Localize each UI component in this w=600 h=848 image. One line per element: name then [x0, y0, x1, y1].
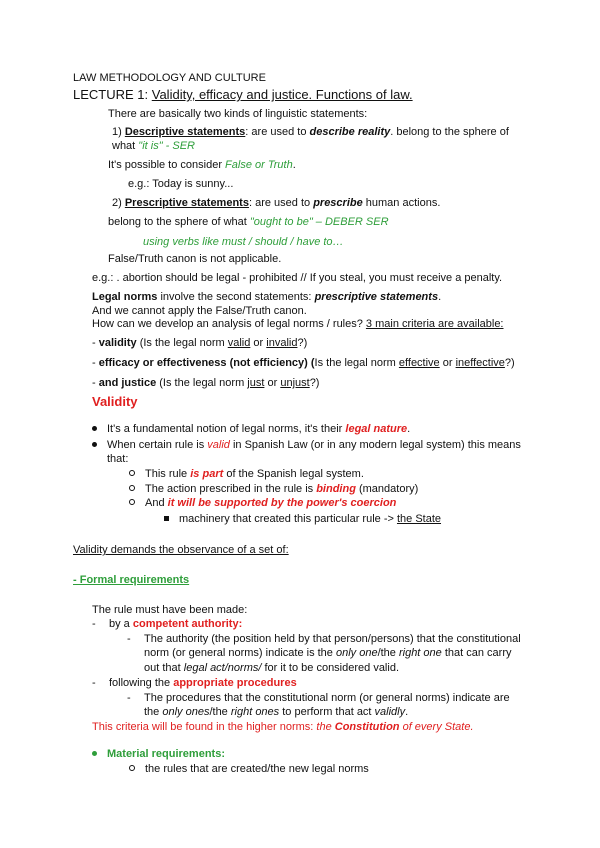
kinds-text: There are basically two kinds of linguistic statements: — [108, 108, 368, 120]
bullet-icon — [92, 426, 97, 431]
example-abortion: e.g.: . abortion should be legal - prohibited // If you steal, you must receive a penalty. — [92, 272, 503, 284]
how-line: How can we develop an analysis of legal norms / rules? 3 main criteria are available: — [92, 318, 504, 330]
circle-bullet-icon — [129, 485, 135, 491]
lecture-title: LECTURE 1: Validity, efficacy and justice. Functions of law. — [73, 87, 413, 102]
rule-made: The rule must have been made: — [92, 604, 248, 616]
bullet-icon — [92, 751, 97, 756]
cannot-apply-line: And we cannot apply the False/Truth canon. — [92, 305, 307, 317]
validity-demands: Validity demands the observance of a set of: — [73, 544, 289, 556]
procedures-desc-2: the only ones/the right ones to perform that act validly. — [144, 706, 409, 718]
formal-heading: - Formal requirements — [73, 574, 190, 586]
legal-norms-line: Legal norms involve the second statements: prescriptive statements. — [92, 291, 442, 303]
validity-bullet-2-cont: that: — [107, 453, 129, 465]
prescriptive-line: 2) Prescriptive statements: are used to prescribe human actions. — [112, 197, 441, 209]
validity-bullet-1: It's a fundamental notion of legal norms, it's their legal nature. — [92, 422, 410, 436]
verbs-line: using verbs like must / should / have to… — [143, 236, 344, 248]
formal-procedures: - following the appropriate procedures — [92, 677, 297, 689]
bullet-icon — [92, 442, 97, 447]
validity-sub-2: The action prescribed in the rule is binding (mandatory) — [129, 482, 418, 496]
course-title: LAW METHODOLOGY AND CULTURE — [73, 72, 266, 84]
material-heading: Material requirements: — [92, 747, 225, 761]
circle-bullet-icon — [129, 499, 135, 505]
validity-subsub-1: machinery that created this particular rule -> the State — [164, 512, 441, 526]
descriptive-line-2: what "it is" - SER — [112, 140, 195, 152]
possible-line: It's possible to consider False or Truth. — [108, 159, 296, 171]
competent-desc-1: - The authority (the position held by that person/persons) that the constitutional — [127, 633, 521, 645]
square-bullet-icon — [164, 516, 169, 521]
circle-bullet-icon — [129, 765, 135, 771]
descriptive-line: 1) Descriptive statements: are used to describe reality. belong to the sphere of — [112, 126, 509, 138]
material-item: the rules that are created/the new legal norms — [129, 762, 369, 776]
validity-bullet-2: When certain rule is valid in Spanish Law (or in any modern legal system) this means — [92, 438, 521, 452]
validity-sub-3: And it will be supported by the power's coercion — [129, 496, 396, 510]
criterion-justice: - and justice (Is the legal norm just or unjust?) — [92, 377, 320, 389]
canon-not-applicable: False/Truth canon is not applicable. — [108, 253, 282, 265]
validity-heading: Validity — [92, 394, 138, 409]
criterion-efficacy: - efficacy or effectiveness (not efficiency) (Is the legal norm effective or ineffective?) — [92, 357, 515, 369]
competent-desc-3: out that legal act/norms/ for it to be considered valid. — [144, 662, 399, 674]
circle-bullet-icon — [129, 470, 135, 476]
belong-line: belong to the sphere of what "ought to be" – DEBER SER — [108, 216, 389, 228]
formal-competent: - by a competent authority: — [92, 618, 243, 630]
example-sunny: e.g.: Today is sunny... — [128, 178, 234, 190]
higher-norms: This criteria will be found in the higher norms: the Constitution of every State. — [92, 721, 474, 733]
criterion-validity: - validity (Is the legal norm valid or invalid?) — [92, 337, 308, 349]
competent-desc-2: norm (or general norms) indicate is the only one/the right one that can carry — [144, 647, 512, 659]
procedures-desc-1: - The procedures that the constitutional norm (or general norms) indicate are — [127, 692, 510, 704]
validity-sub-1: This rule is part of the Spanish legal system. — [129, 467, 364, 481]
